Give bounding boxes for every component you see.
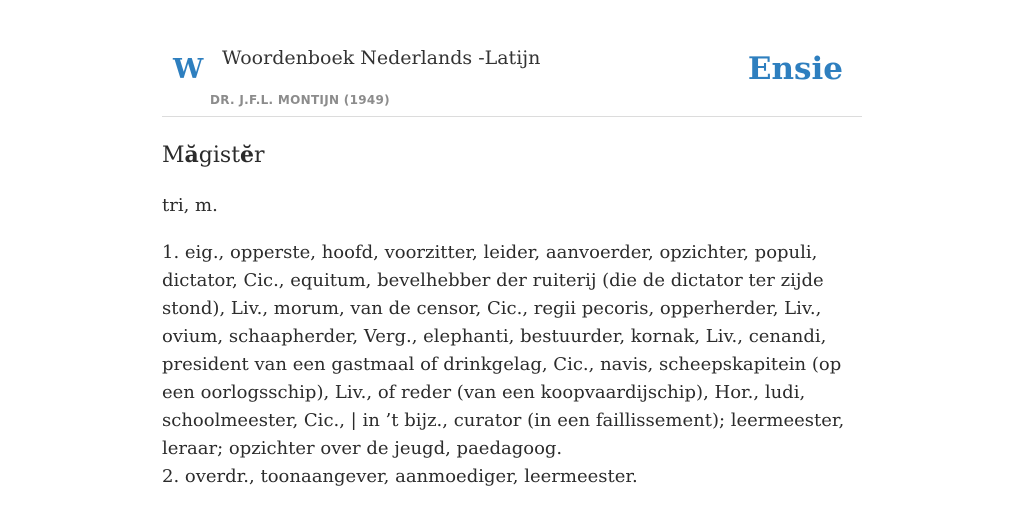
dictionary-logo-icon[interactable]: W bbox=[173, 54, 204, 85]
definition-sense-2: 2. overdr., toonaangever, aanmoediger, leermeester. bbox=[162, 466, 638, 487]
headword-part: gist bbox=[198, 143, 241, 168]
entry-definition bbox=[162, 239, 862, 491]
headword-accented-letter: ă bbox=[184, 142, 199, 168]
definition-sense-1: 1. eig., opperste, hoofd, voorzitter, leider, aanvoerder, opzichter, populi, dictator, Cic., equitum, bevelhebber der ruiterij (die de dictator ter zijde stond), Liv., morum, van de censor, Cic., regii pecoris, opperherder, Liv., ovium, schaapherder, Verg., elephanti, bestuurder, kornak, Liv., cenandi, president van een gastmaal of drinkgelag, Cic., navis, scheepskapitein (op een oorlogsschip), Liv., of reder (van een koopvaardijschip), Hor., ludi, schoolmeester, Cic., | in ’t bijz., curator (in een faillissement); leermeester, leraar; opzichter over de jeugd, paedagoog. bbox=[162, 242, 845, 459]
dictionary-author: DR. J.F.L. MONTIJN (1949) bbox=[210, 93, 390, 107]
page-header bbox=[162, 30, 862, 117]
ensie-brand-logo[interactable]: Ensie bbox=[747, 51, 843, 87]
entry-grammar: tri, m. bbox=[162, 195, 218, 216]
headword-part: r bbox=[254, 143, 265, 168]
headword-part: M bbox=[162, 143, 185, 168]
dictionary-title[interactable]: Woordenboek Nederlands -Latijn bbox=[222, 47, 541, 69]
entry-headword bbox=[162, 140, 265, 171]
headword-accented-letter: ĕ bbox=[240, 142, 255, 168]
